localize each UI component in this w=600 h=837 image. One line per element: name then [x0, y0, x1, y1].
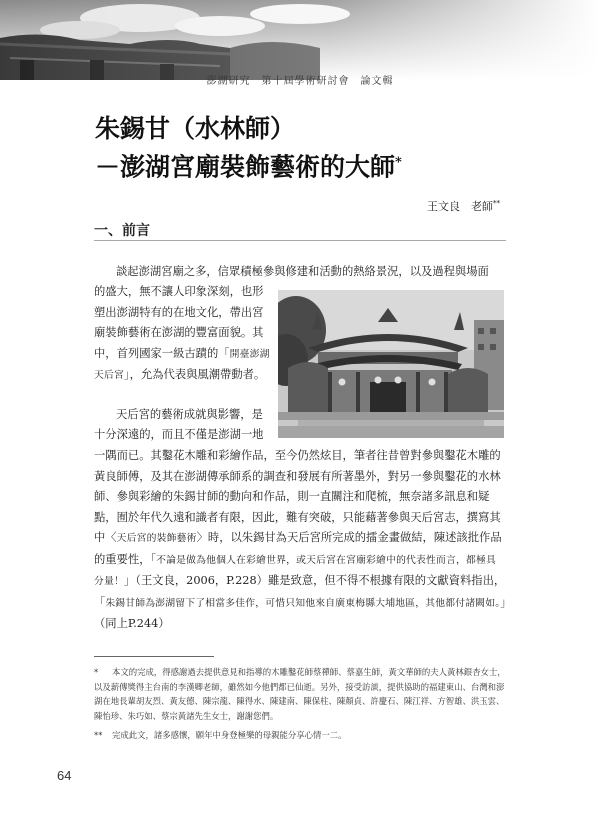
header-decoration — [0, 0, 600, 80]
footnote-1-text: 本文的完成，得感謝過去提供意見和指導的木雕鑿花師蔡禪師、蔡嘉生師，黃文華師的夫人黃林銀杏女士，以及薪傳獎得主台南的李漢卿老師，雖然如今他們都已仙逝。另外，接受訪談，提供協助的福建東山、台灣和澎湖在地長輩胡友烈、黃友德、陳宗龍、陳得水、陳建南、陳保柱、陳顏貞、許慶石、陳江祥、方智雄、洪玉雲、陳怡珍、朱巧如、蔡宗黃諸先生女士，謝謝您們。 — [94, 667, 506, 721]
author-footnote-mark: ** — [493, 199, 500, 208]
article-title — [95, 112, 402, 184]
title-line-1: 朱錫甘（水林師） — [95, 114, 296, 143]
temple-roof-illustration — [0, 0, 600, 80]
paragraph-2-wrap-line: 十分深遠的，而且不僅是澎湖一地 — [94, 428, 264, 441]
paragraph-1-wrap — [94, 282, 272, 387]
paragraph-2-wrap-2 — [94, 425, 272, 446]
title-line-2 — [95, 146, 402, 184]
author-name: 王文良 老師 — [427, 200, 493, 213]
paragraph-2-body — [94, 446, 506, 635]
paragraph-2-text-d: 」（同上P.244） — [94, 595, 506, 630]
paragraph-2-text-b: 〉時，以朱錫甘為天后宮所完成的擂金畫做結，陳述該批作品的重要性，「 — [94, 531, 502, 566]
title-line-2-text: －澎湖宮廟裝飾藝術的大師 — [95, 152, 396, 182]
title-footnote-mark: * — [395, 155, 402, 170]
footnote-1-mark: * — [94, 667, 99, 677]
footnote-1 — [94, 665, 506, 723]
paragraph-1-line-1: 談起澎湖宮廟之多，信眾積極參與修建和活動的熱絡景況，以及過程與場面 — [116, 265, 489, 278]
paragraph-1-end: 」，允為代表與風潮帶動者。 — [124, 368, 266, 381]
section-divider — [94, 240, 506, 241]
quote-biography: 朱錫甘師為澎湖留下了相當多佳作，可惜只知他來自廣東梅縣大埔地區，其他都付諸闕如。 — [105, 597, 501, 609]
paragraph-1-tail — [94, 344, 272, 387]
running-head: 澎湖研究 第十屆學術研討會 論文輯 — [206, 76, 394, 87]
paragraph-1-wrap-line: 塑出澎湖特有的在地文化，帶出宮 — [94, 305, 264, 319]
page-number: 64 — [57, 768, 72, 783]
paragraph-1-wrap-line: 廟裝飾藝術在澎湖的豐富面貌。其 — [94, 326, 264, 339]
paragraph-2-text-a: 一隅而已。其鑿花木雕和彩繪作品，至今仍然炫目，筆者往昔曾對參與鑿花木雕的黃良師傅，及其在澎湖傳承師系的調查和發展有所著墨外，對另一參與鑿花的水林師、參與彩繪的朱錫甘師的動向和作品，則一直關注和爬梳，無奈諸多訊息和疑點，囿於年代久遠和識者有限，因此，難有突破，只能藉著參與天后宮志，撰寫其中〈 — [94, 449, 501, 544]
footnote-2 — [94, 728, 506, 743]
paragraph-1-wrap-line: 的盛大，無不讓人印象深刻，也形 — [94, 285, 264, 298]
temple-photo — [278, 290, 504, 438]
paragraph-2-text-c: 」（王文良，2006，P.228）雖是致意，但不得不根據有限的文獻資料指出，「 — [94, 574, 506, 609]
footnote-divider — [94, 656, 214, 657]
quote-significance: 不論是做為他個人在彩繪世界，或天后宮在宮廟彩繪中的代表性而言，都極具分量！ — [94, 554, 497, 587]
footnote-2-mark: ** — [94, 730, 103, 740]
section-heading: 一、前言 — [94, 223, 150, 239]
quote-temple-name: 開臺澎湖天后宮 — [94, 348, 270, 381]
footnote-2-text: 完成此文，諸多感懷，願年中身登極樂的母親能分享心情一二。 — [112, 730, 347, 740]
temple-photo-illustration — [278, 290, 504, 438]
paragraph-1-text: 中，首列國家一級古蹟的「 — [94, 346, 230, 360]
paragraph-2-wrap-line: 天后宮的藝術成就與影響，是 — [116, 408, 263, 421]
quote-article-title: 天后宮的裝飾藝術 — [116, 533, 197, 544]
paragraph-2-wrap — [94, 405, 272, 426]
author-byline — [427, 198, 500, 214]
